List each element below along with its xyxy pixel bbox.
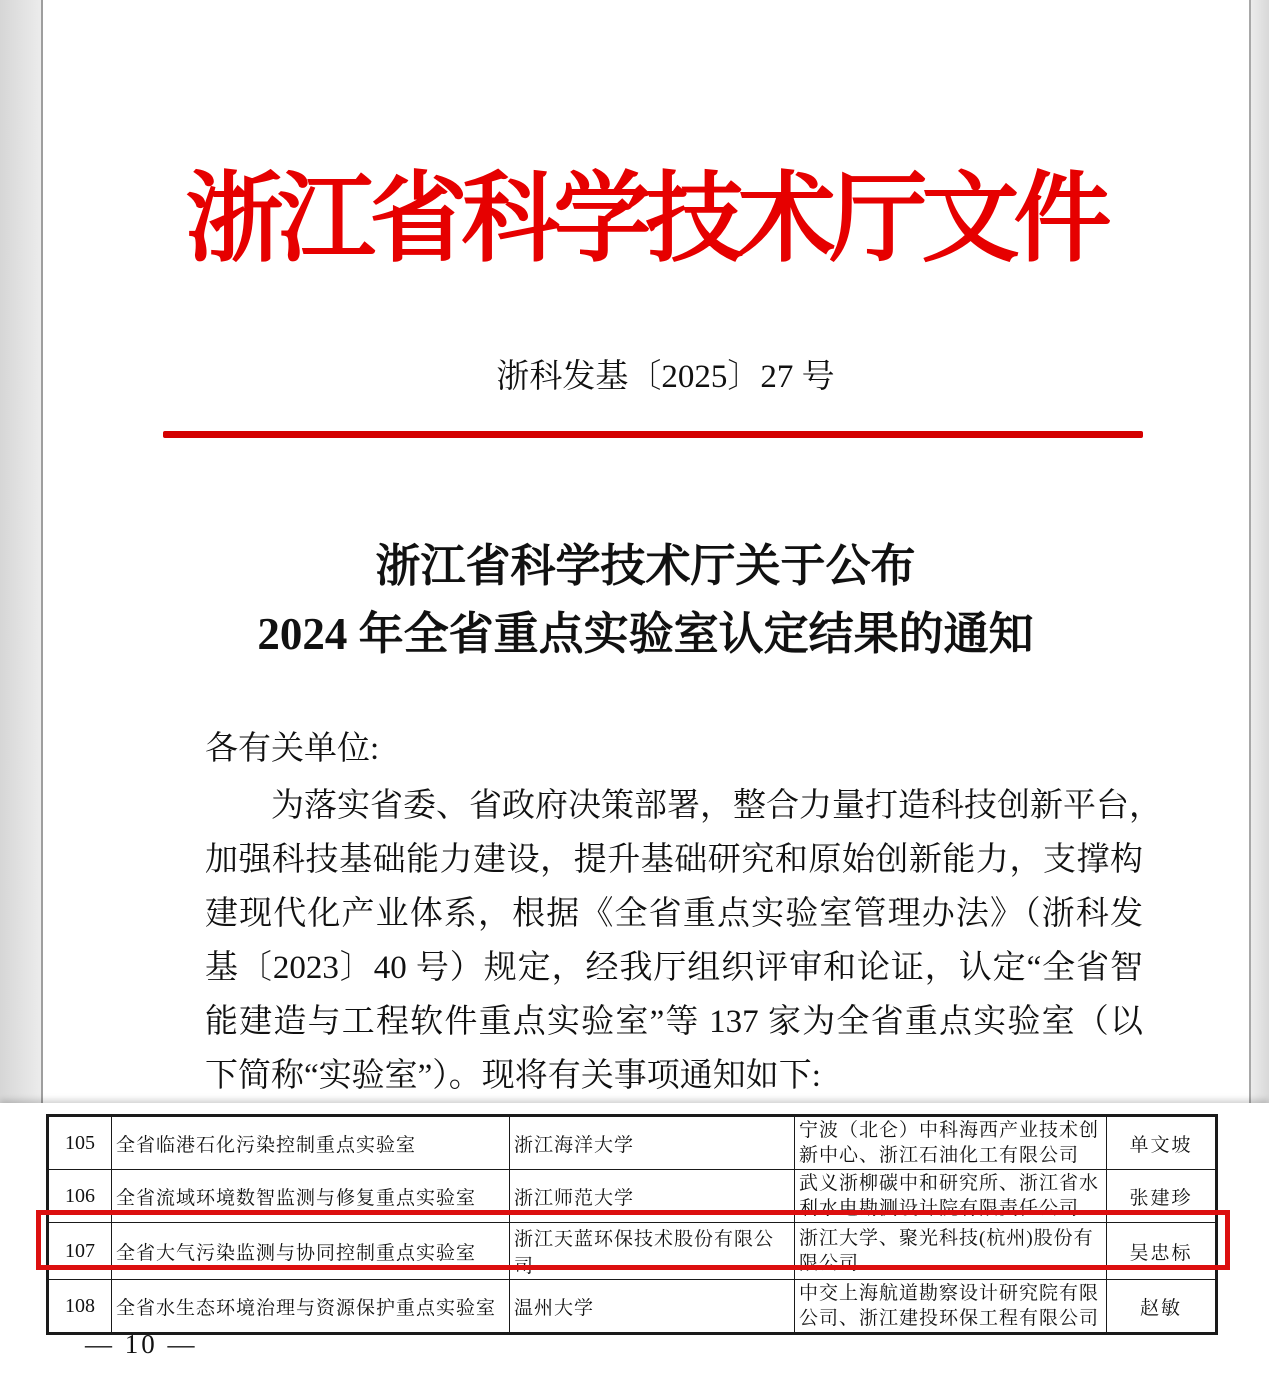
cell-director-name: 吴忠标 — [1107, 1223, 1217, 1280]
salutation: 各有关单位: — [205, 731, 380, 767]
page-margin-right — [1249, 0, 1269, 1104]
body-line: 下简称“实验室”）。现将有关事项通知如下: — [205, 1058, 821, 1094]
cell-partner-institutions: 中交上海航道勘察设计研究院有限公司、浙江建投环保工程有限公司 — [795, 1280, 1107, 1334]
cell-director-name: 张建珍 — [1107, 1170, 1217, 1223]
document-page — [43, 0, 1248, 1104]
cell-host-institution: 浙江天蓝环保技术股份有限公司 — [510, 1223, 795, 1280]
body-line: 能建造与工程软件重点实验室”等 137 家为全省重点实验室（以 — [205, 1004, 1143, 1040]
lab-table-panel — [0, 1103, 1269, 1386]
red-divider-line — [163, 431, 1143, 438]
body-line: 基〔2023〕40 号）规定，经我厅组织评审和论证，认定“全省智 — [205, 950, 1143, 986]
cell-lab-name: 全省水生态环境治理与资源保护重点实验室 — [112, 1280, 510, 1334]
table-row-108 — [48, 1280, 1217, 1334]
table-row-107-highlighted — [48, 1223, 1217, 1280]
page-number: — 10 — — [85, 1329, 198, 1359]
cell-host-institution: 浙江海洋大学 — [510, 1116, 795, 1170]
notice-title-line2: 2024 年全省重点实验室认定结果的通知 — [257, 609, 1034, 659]
table-row-105 — [48, 1116, 1217, 1170]
body-line: 建现代化产业体系，根据《全省重点实验室管理办法》（浙科发 — [205, 896, 1143, 932]
document-number: 浙科发基〔2025〕27 号 — [496, 359, 835, 395]
body-line: 加强科技基础能力建设，提升基础研究和原始创新能力，支撑构 — [205, 842, 1143, 878]
table-row-106 — [48, 1170, 1217, 1223]
cell-row-number: 105 — [48, 1116, 112, 1170]
body-line: 为落实省委、省政府决策部署，整合力量打造科技创新平台， — [271, 788, 1162, 824]
page-margin-left — [0, 0, 43, 1104]
cell-row-number: 106 — [48, 1170, 112, 1223]
body-paragraph — [205, 779, 1162, 1103]
cell-host-institution: 浙江师范大学 — [510, 1170, 795, 1223]
agency-header-title: 浙江省科学技术厅文件 — [185, 166, 1106, 274]
cell-host-institution: 温州大学 — [510, 1280, 795, 1334]
cell-partner-institutions: 浙江大学、聚光科技(杭州)股份有限公司 — [795, 1223, 1107, 1280]
cell-lab-name: 全省流域环境数智监测与修复重点实验室 — [112, 1170, 510, 1223]
cell-row-number: 107 — [48, 1223, 112, 1280]
notice-title-line1: 浙江省科学技术厅关于公布 — [375, 541, 916, 591]
cell-director-name: 赵敏 — [1107, 1280, 1217, 1334]
cell-partner-institutions: 宁波（北仑）中科海西产业技术创新中心、浙江石油化工有限公司 — [795, 1116, 1107, 1170]
cell-lab-name: 全省临港石化污染控制重点实验室 — [112, 1116, 510, 1170]
cell-partner-institutions: 武义浙柳碳中和研究所、浙江省水利水电勘测设计院有限责任公司 — [795, 1170, 1107, 1223]
cell-lab-name: 全省大气污染监测与协同控制重点实验室 — [112, 1223, 510, 1280]
cell-director-name: 单文坡 — [1107, 1116, 1217, 1170]
lab-table — [46, 1114, 1218, 1335]
cell-row-number: 108 — [48, 1280, 112, 1334]
